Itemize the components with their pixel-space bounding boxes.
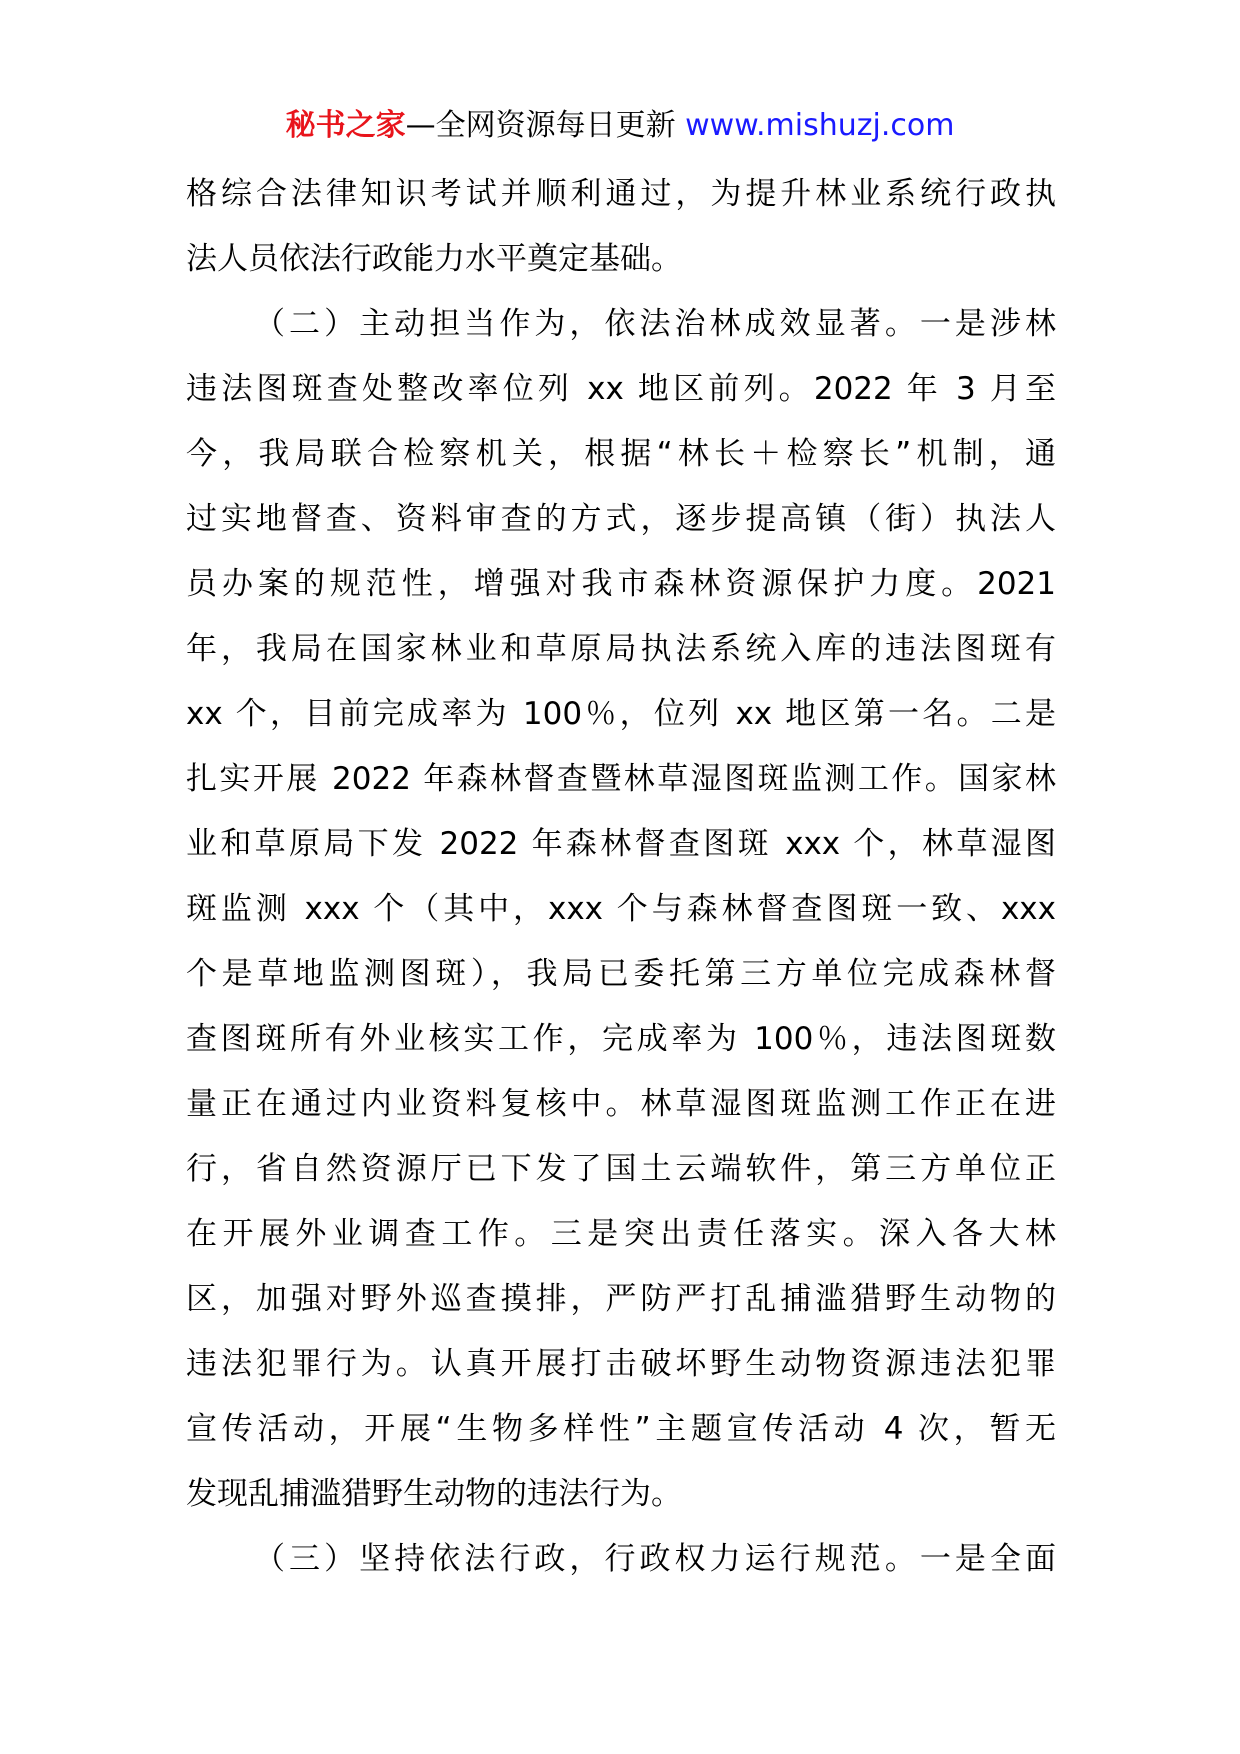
text-line: （二）主动担当作为，依法治林成效显著。一是涉林: [254, 306, 1056, 342]
text-line: 法人员依法行政能力水平奠定基础。: [186, 241, 682, 277]
text-line: 行，省自然资源厅已下发了国土云端软件，第三方单位正: [186, 1151, 1056, 1187]
site-brand: 秘书之家: [285, 108, 406, 143]
text-line: 员办案的规范性，增强对我市森林资源保护力度。2021: [186, 566, 1056, 602]
site-tagline: —全网资源每日更新: [405, 108, 686, 143]
text-line: 格综合法律知识考试并顺利通过，为提升林业系统行政执: [186, 176, 1056, 212]
text-line: 业和草原局下发 2022 年森林督查图斑 xxx 个，林草湿图: [186, 826, 1056, 862]
text-line: 在开展外业调查工作。三是突出责任落实。深入各大林: [186, 1216, 1056, 1252]
text-line: 斑监测 xxx 个（其中，xxx 个与森林督查图斑一致、xxx: [186, 891, 1056, 927]
text-line: 年，我局在国家林业和草原局执法系统入库的违法图斑有: [186, 631, 1056, 667]
text-line: 今，我局联合检察机关，根据“林长＋检察长”机制，通: [186, 436, 1056, 472]
text-line: 扎实开展 2022 年森林督查暨林草湿图斑监测工作。国家林: [186, 761, 1056, 797]
text-line: 宣传活动，开展“生物多样性”主题宣传活动 4 次，暂无: [186, 1411, 1056, 1447]
text-line: 违法犯罪行为。认真开展打击破坏野生动物资源违法犯罪: [186, 1346, 1056, 1382]
text-line: 区，加强对野外巡查摸排，严防严打乱捕滥猎野生动物的: [186, 1281, 1056, 1317]
site-url-link[interactable]: www.mishuzj.com: [685, 108, 955, 143]
text-line: 量正在通过内业资料复核中。林草湿图斑监测工作正在进: [186, 1086, 1056, 1122]
document-body: [186, 162, 1056, 1592]
text-line: 违法图斑查处整改率位列 xx 地区前列。2022 年 3 月至: [186, 371, 1056, 407]
text-line: 查图斑所有外业核实工作，完成率为 100％，违法图斑数: [186, 1021, 1056, 1057]
site-header: [0, 104, 1240, 148]
text-line: 发现乱捕滥猎野生动物的违法行为。: [186, 1476, 682, 1512]
text-line: xx 个，目前完成率为 100％，位列 xx 地区第一名。二是: [186, 696, 1056, 732]
text-line: 过实地督查、资料审查的方式，逐步提高镇（街）执法人: [186, 501, 1056, 537]
text-line: （三）坚持依法行政，行政权力运行规范。一是全面: [254, 1541, 1056, 1577]
text-line: 个是草地监测图斑），我局已委托第三方单位完成森林督: [186, 956, 1056, 992]
